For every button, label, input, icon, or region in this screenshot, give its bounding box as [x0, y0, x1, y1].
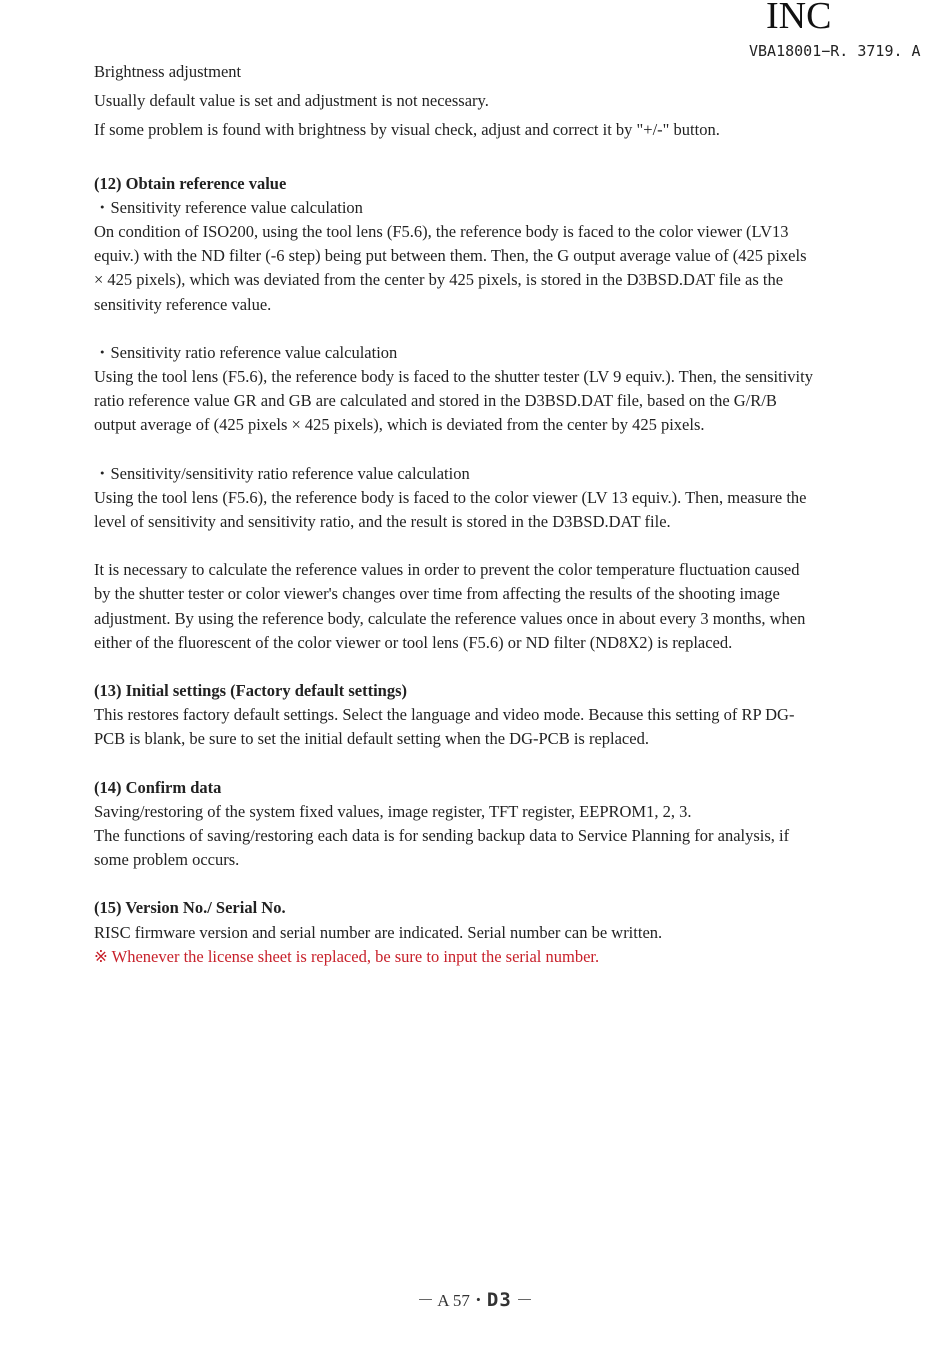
page-footer [0, 1286, 950, 1311]
document-body [94, 60, 884, 969]
body-line: equiv.) with the ND filter (-6 step) being put between them. Then, the G output average value of (425 pixels [94, 246, 807, 266]
body-line: Using the tool lens (F5.6), the reference body is faced to the color viewer (LV 13 equiv.). Then, measure the [94, 487, 807, 507]
brightness-line: Usually default value is set and adjustment is not necessary. [94, 91, 489, 111]
body-line: adjustment. By using the reference body, calculate the reference values once in about every 3 months, when [94, 608, 806, 628]
body-line: × 425 pixels), which was deviated from the center by 425 pixels, is stored in the D3BSD.DAT file as the [94, 270, 784, 290]
company-name: INC [766, 0, 832, 37]
subsection-title: ・Sensitivity ratio reference value calculation [94, 342, 398, 362]
page-number: － A 57・ [416, 1291, 487, 1310]
body-line: Saving/restoring of the system fixed values, image register, TFT register, EEPROM1, 2, 3. [94, 801, 692, 821]
subsection-title: ・Sensitivity reference value calculation [94, 197, 363, 217]
body-line: ratio reference value GR and GB are calculated and stored in the D3BSD.DAT file, based on the G/R/B [94, 391, 777, 411]
body-line: It is necessary to calculate the reference values in order to prevent the color temperature fluctuation caused [94, 560, 800, 580]
section-14-heading: (14) Confirm data [94, 777, 222, 797]
section-13-heading: (13) Initial settings (Factory default settings) [94, 681, 408, 701]
serial-number-note: ※ Whenever the license sheet is replaced, be sure to input the serial number. [94, 946, 600, 966]
body-line: output average of (425 pixels × 425 pixels), which is deviated from the center by 425 pixels. [94, 415, 705, 435]
subsection-title: ・Sensitivity/sensitivity ratio reference value calculation [94, 463, 470, 483]
section-12-heading: (12) Obtain reference value [94, 173, 287, 193]
brightness-title: Brightness adjustment [94, 62, 242, 81]
model-logo: D3 [486, 1289, 512, 1311]
body-line: either of the fluorescent of the color viewer or tool lens (F5.6) or ND filter (ND8X2) is replaced. [94, 632, 733, 652]
footer-dash: － [511, 1291, 534, 1310]
brightness-line: If some problem is found with brightness by visual check, adjust and correct it by "+/-" button. [94, 120, 720, 140]
body-line: On condition of ISO200, using the tool lens (F5.6), the reference body is faced to the color viewer (LV13 [94, 222, 789, 242]
body-line: Using the tool lens (F5.6), the reference body is faced to the shutter tester (LV 9 equiv.). Then, the sensitivity [94, 367, 813, 387]
body-line: The functions of saving/restoring each data is for sending backup data to Service Planning for analysis, if [94, 826, 790, 846]
body-line: RISC firmware version and serial number are indicated. Serial number can be written. [94, 922, 663, 942]
body-line: This restores factory default settings. Select the language and video mode. Because this setting of RP DG- [94, 705, 795, 725]
body-line: PCB is blank, be sure to set the initial default setting when the DG-PCB is replaced. [94, 729, 649, 749]
section-15-heading: (15) Version No./ Serial No. [94, 898, 286, 918]
document-code: VBA18001−R. 3719. A [749, 42, 921, 60]
body-line: level of sensitivity and sensitivity ratio, and the result is stored in the D3BSD.DAT file. [94, 512, 671, 532]
body-line: by the shutter tester or color viewer's changes over time from affecting the results of the shooting image [94, 584, 780, 604]
body-line: sensitivity reference value. [94, 294, 272, 314]
body-line: some problem occurs. [94, 850, 240, 870]
